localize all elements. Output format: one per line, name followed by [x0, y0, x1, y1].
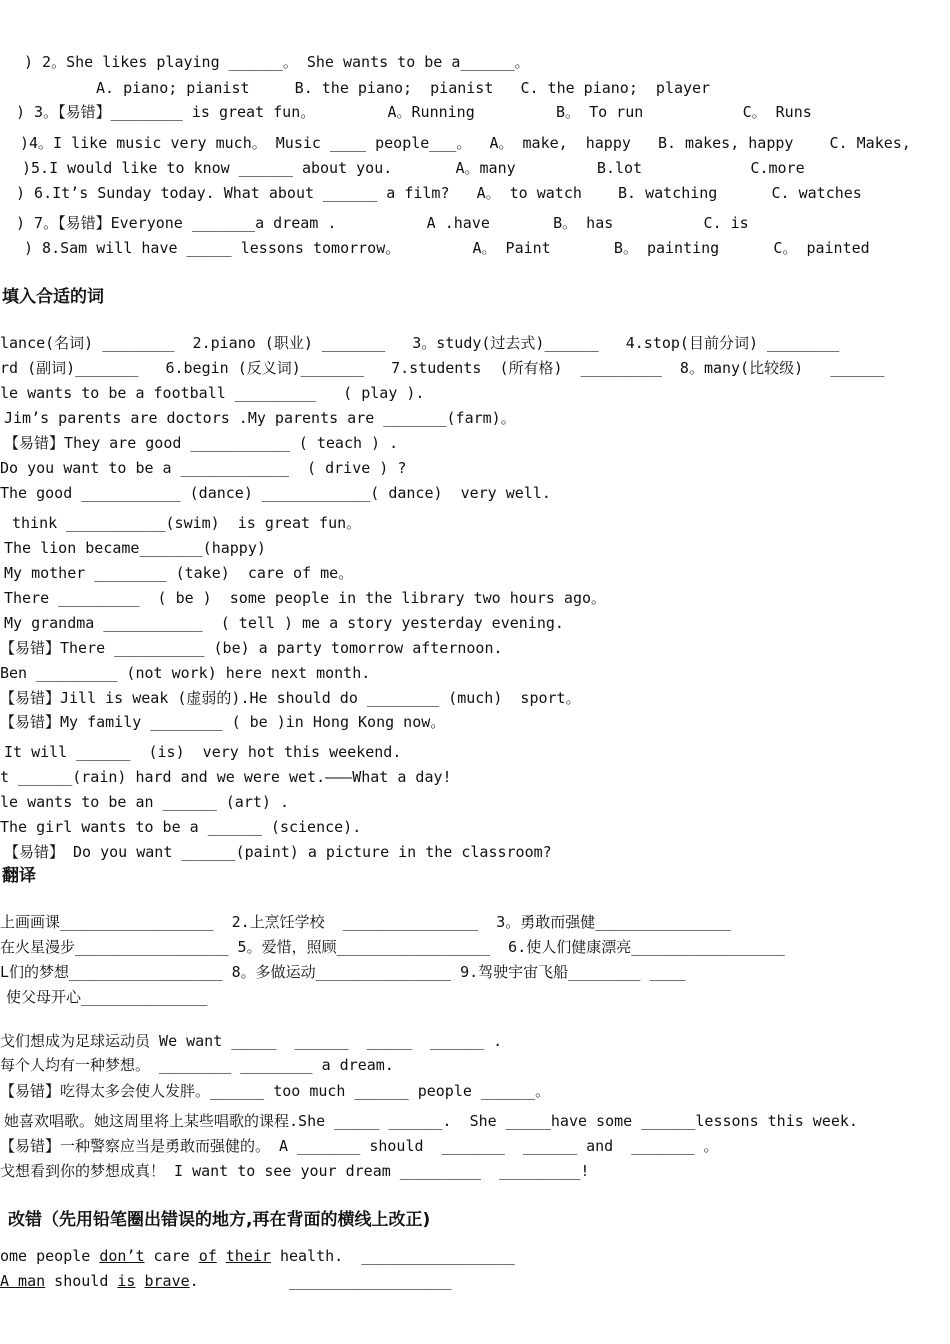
fill-row-21: 【易错】 Do you want ______(paint) a picture in the classroom?	[4, 843, 552, 861]
fill-row-9: The lion became_______(happy)	[4, 539, 266, 557]
mc-q7: ) 7。【易错】Everyone _______a dream . A .have B。 has C. is	[16, 214, 749, 232]
translate-row-6: 每个人均有一种梦想。 ________ ________ a dream.	[0, 1056, 394, 1074]
mc-q8: ) 8.Sam will have _____ lessons tomorrow。 A。 Paint B。 painting C。 painted	[24, 239, 870, 257]
fill-row-20: The girl wants to be a ______ (science).	[0, 818, 362, 836]
translate-row-8: 她喜欢唱歌。她这周里将上某些唱歌的课程.She _____ ______. She _____have some ______lessons this week.	[4, 1112, 858, 1130]
fill-row-6: Do you want to be a ____________ ( drive ) ?	[0, 459, 407, 477]
fill-row-12: My grandma ___________ ( tell ) me a story yesterday evening.	[4, 614, 564, 632]
fill-row-18: t ______(rain) hard and we were wet.———What a day!	[0, 768, 452, 786]
fill-row-13: 【易错】There __________ (be) a party tomorrow afternoon.	[0, 639, 503, 657]
fill-row-4: Jim’s parents are doctors .My parents are _______(farm)。	[4, 409, 516, 427]
mc-q4: )4。I like music very much。 Music ____ people___。 A。 make, happy B. makes, happy C. Makes,	[20, 134, 911, 152]
correct-row-1	[0, 1246, 515, 1266]
translate-row-3: L们的梦想_________________ 8。多做运动_______________ 9.驾驶宇宙飞船________ ____	[0, 963, 686, 981]
mc-q3: ) 3。【易错】________ is great fun。 A。Running B。 To run C。 Runs	[16, 103, 812, 121]
fill-row-3: le wants to be a football _________ ( play ).	[0, 384, 425, 402]
translate-row-1: 上画画课_________________ 2.上烹饪学校 _______________ 3。勇敢而强健_______________	[0, 913, 731, 931]
fill-row-15: 【易错】Jill is weak (虚弱的).He should do ________ (much) sport。	[0, 689, 581, 707]
fill-row-8: think ___________(swim) is great fun。	[12, 514, 362, 532]
translate-row-9: 【易错】一种警察应当是勇敢而强健的。 A _______ should _______ ______ and _______ 。	[0, 1137, 719, 1155]
correct-row-2-text-f: . __________________	[189, 1272, 452, 1290]
circled-word-their: their	[225, 1247, 271, 1265]
fill-row-19: le wants to be an ______ (art) .	[0, 793, 289, 811]
mc-q6: ) 6.It’s Sunday today. What about ______ a film? A。 to watch B. watching C. watches	[16, 184, 862, 202]
fill-section-title: 填入合适的词	[2, 287, 104, 307]
correct-row-1-text-g: health. _________________	[270, 1247, 515, 1265]
translate-row-5: 戈们想成为足球运动员 We want _____ ______ _____ ______ .	[0, 1032, 503, 1050]
translate-row-4: 使父母开心______________	[6, 988, 208, 1006]
translate-row-10: 戈想看到你的梦想成真！ I want to see your dream _________ _________!	[0, 1162, 590, 1180]
mc-q2: ) 2。She likes playing ______。 She wants to be a______。	[24, 53, 530, 71]
correct-row-1-text-e	[217, 1247, 226, 1265]
fill-row-2: rd (副词)_______ 6.begin (反义词)_______ 7.students (所有格) _________ 8。many(比较级) ______	[0, 359, 885, 377]
fill-row-17: It will ______ (is) very hot this weekend.	[4, 743, 402, 761]
mc-q5: )5.I would like to know ______ about you. A。many B.lot C.more	[22, 159, 805, 177]
translate-row-2: 在火星漫步_________________ 5。爱惜，照顾_________________ 6.使人们健康漂亮_________________	[0, 938, 785, 956]
circled-word-a-man: A man	[0, 1272, 46, 1290]
fill-row-10: My mother ________ (take) care of me。	[4, 564, 354, 582]
circled-word-of: of	[198, 1247, 217, 1265]
translate-row-7: 【易错】吃得太多会使人发胖。______ too much ______ people ______。	[0, 1082, 551, 1100]
correct-row-2	[0, 1271, 452, 1291]
circled-word-is: is	[117, 1272, 136, 1290]
translate-section-title: 翻译	[2, 866, 36, 886]
correct-row-1-text-a: ome people	[0, 1247, 100, 1265]
correct-row-2-text-b: should	[45, 1272, 118, 1290]
fill-row-7: The good ___________ (dance) ____________( dance) very well.	[0, 484, 551, 502]
fill-row-11: There _________ ( be ) some people in the library two hours ago。	[4, 589, 606, 607]
fill-row-1: lance(名词) ________ 2.piano (职业) _______ 3。study(过去式)______ 4.stop(目前分词) ________	[0, 334, 840, 352]
mc-q2-options: A. piano; pianist B. the piano; pianist C. the piano; player	[96, 79, 711, 97]
correct-row-2-text-d	[135, 1272, 144, 1290]
fill-row-14: Ben _________ (not work) here next month.	[0, 664, 371, 682]
circled-word-dont: don’t	[99, 1247, 145, 1265]
correct-section-title: 改错（先用铅笔圈出错误的地方,再在背面的横线上改正)	[8, 1210, 431, 1230]
circled-word-brave: brave	[144, 1272, 190, 1290]
fill-row-5: 【易错】They are good ___________ ( teach ) .	[4, 434, 399, 452]
fill-row-16: 【易错】My family ________ ( be )in Hong Kong now。	[0, 713, 446, 731]
correct-row-1-text-c: care	[144, 1247, 199, 1265]
